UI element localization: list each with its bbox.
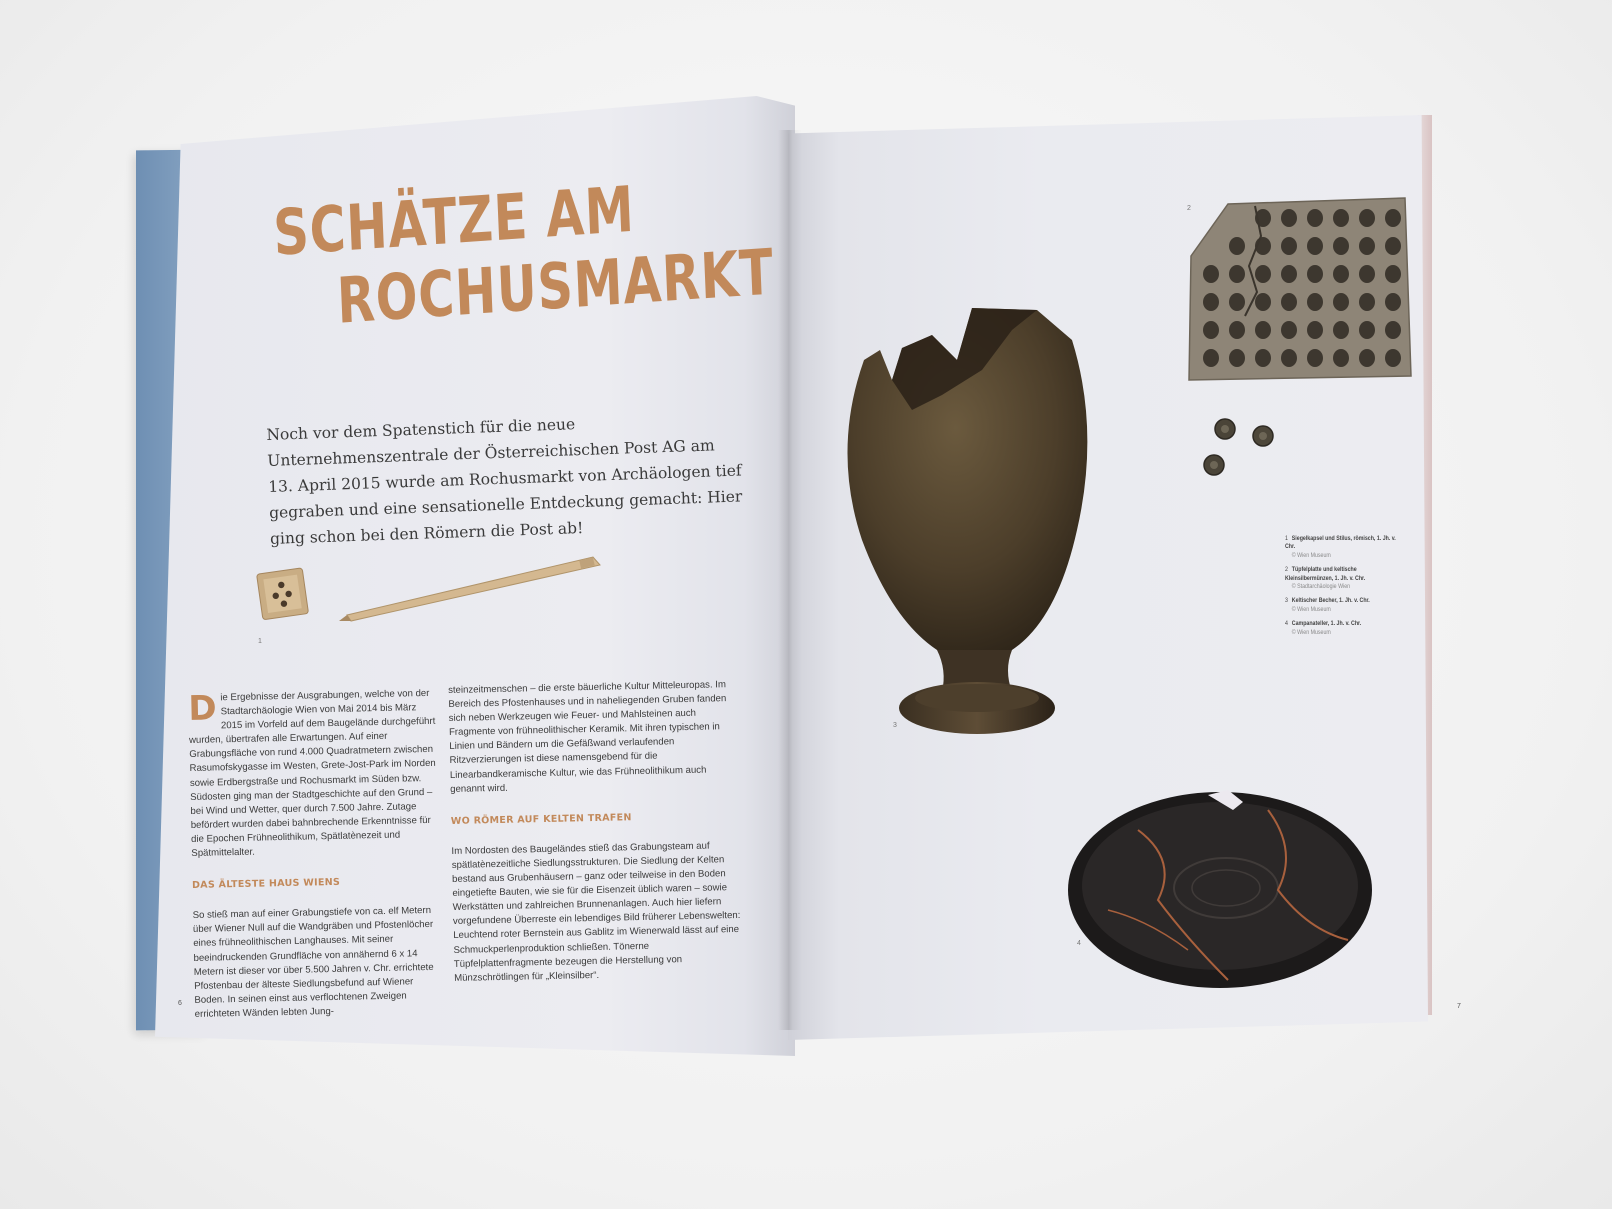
seal-capsule-and-stylus-image xyxy=(255,555,615,635)
figure-number-3: 3 xyxy=(893,722,897,729)
tuepfel-well xyxy=(1307,293,1323,311)
caption-text: Keltischer Becher, 1. Jh. v. Chr. xyxy=(1291,597,1370,605)
seal-capsule xyxy=(257,568,309,620)
caption-text: Campanateller, 1. Jh. v. Chr. xyxy=(1291,620,1362,628)
tuepfel-well xyxy=(1203,349,1219,367)
tuepfel-well xyxy=(1229,321,1245,339)
tuepfelplatte-image xyxy=(1183,196,1413,386)
tuepfel-well xyxy=(1385,349,1401,367)
figure-number-2: 2 xyxy=(1187,205,1191,212)
tuepfel-well xyxy=(1307,321,1323,339)
tuepfel-well xyxy=(1255,293,1271,311)
tuepfel-well xyxy=(1385,265,1401,283)
tuepfel-well xyxy=(1359,321,1375,339)
body-column-1 xyxy=(188,687,443,1022)
caption-text: Siegelkapsel und Stilus, römisch, 1. Jh. v. Chr. xyxy=(1285,535,1396,551)
caption-number: 1 xyxy=(1285,535,1288,542)
subhead-oldest-house: DAS ÄLTESTE HAUS WIENS xyxy=(191,876,341,892)
tuepfel-well xyxy=(1281,209,1297,227)
page-gutter xyxy=(778,130,802,1030)
caption-2 xyxy=(1285,566,1404,591)
tuepfel-well xyxy=(1255,349,1271,367)
caption-1 xyxy=(1285,535,1404,560)
lead-paragraph: Noch vor dem Spatenstich für die neue Unternehmenszentrale der Österreichischen Post AG am 13. April 2015 wurde am Rochusmarkt von Archäologen tief gegraben und eine sensationelle Entdeckung gemacht: Hier ging schon bei den Römern die Post ab! xyxy=(266,415,743,548)
tuepfel-well xyxy=(1229,265,1245,283)
tuepfel-well xyxy=(1203,293,1219,311)
body-paragraph-1: ie Ergebnisse der Ausgrabungen, welche von der Stadtarchäologie Wien von Mai 2014 bis März 2015 im Vorfeld auf dem Baugelände durchgeführt wurden, übertrafen alle Erwartungen. Auf einer Grabungsfläche von rund 4.000 Quadratmetern zwischen Rasumofskygasse im Westen, Grete-Jost-Park im Norden sowie Erdbergstraße und Rochusmarkt im Süden bzw. Südosten ging man der Stadtgeschichte auf den Grund – bei Wind und Wetter, quer durch 7.500 Jahre. Zutage befördert wurden dabei bahnbrechende Erkenntnisse für die Epochen Frühneolithikum, Spätlatènezeit und Spätmittelalter. xyxy=(188,687,436,859)
article-title xyxy=(271,172,776,342)
figure-number-1: 1 xyxy=(258,638,262,645)
tuepfel-well xyxy=(1385,293,1401,311)
tuepfel-well xyxy=(1281,321,1297,339)
celtic-cup-image xyxy=(832,300,1122,760)
caption-4 xyxy=(1285,620,1404,637)
tuepfel-well xyxy=(1333,209,1349,227)
tuepfel-well xyxy=(1359,265,1375,283)
tuepfel-well xyxy=(1359,293,1375,311)
tuepfel-well xyxy=(1333,321,1349,339)
tuepfel-well xyxy=(1359,209,1375,227)
caption-number: 4 xyxy=(1285,620,1288,628)
tuepfel-well xyxy=(1307,349,1323,367)
tuepfel-well xyxy=(1333,349,1349,367)
page-number-left: 6 xyxy=(178,1000,182,1007)
tuepfel-well xyxy=(1281,349,1297,367)
figure-captions xyxy=(1285,535,1404,643)
page-number-right: 7 xyxy=(1457,1003,1461,1010)
figure-number-4: 4 xyxy=(1077,940,1081,947)
campana-plate-image xyxy=(1068,790,1378,990)
tuepfel-well xyxy=(1281,265,1297,283)
tuepfel-well xyxy=(1255,321,1271,339)
tuepfel-well xyxy=(1229,293,1245,311)
body-paragraph-3: steinzeitmenschen – die erste bäuerliche Kultur Mitteleuropas. Im Bereich des Pfostenhauses und in naheliegenden Gruben fanden sich neben Werkzeugen wie Feuer- und Mahlsteinen auch Fragmente von frühneolithischer Keramik. Mit ihren typischen in Linien und Bändern um die Gefäßwand verlaufenden Ritzverzierungen ist diese namensgebend für die Linearbandkeramische Kultur, wie das Frühneolithikum auch genannt wird. xyxy=(448,679,727,795)
body-column-2 xyxy=(448,678,744,986)
title-line-1: SCHÄTZE AM xyxy=(271,172,636,270)
caption-number: 2 xyxy=(1285,566,1288,574)
tuepfel-well xyxy=(1281,293,1297,311)
title-line-2: ROCHUSMARKT xyxy=(335,235,776,338)
tuepfel-well xyxy=(1333,293,1349,311)
caption-credit: © Wien Museum xyxy=(1291,605,1331,613)
tuepfel-well xyxy=(1359,349,1375,367)
caption-credit: © Wien Museum xyxy=(1291,551,1331,559)
tuepfel-well xyxy=(1359,237,1375,255)
tuepfel-well xyxy=(1229,237,1245,255)
tuepfel-well xyxy=(1229,349,1245,367)
stylus xyxy=(339,557,600,621)
tuepfel-well xyxy=(1333,237,1349,255)
caption-credit: © Stadtarchäologie Wien xyxy=(1291,583,1351,591)
body-paragraph-2: So stieß man auf einer Grabungstiefe von ca. elf Metern über Wiener Null auf die Wandgräben und Pfostenlöcher eines frühneolithischen Langhauses. Mit seiner beeindruckenden Grundfläche von annähernd 6 x 14 Metern ist dieser vor über 5.500 Jahren v. Chr. errichtete Pfostenbau der älteste Siedlungsbefund auf Wiener Boden. In seinen einst aus verflochtenen Zweigen errichteten Wänden lebten Jung- xyxy=(192,905,434,1020)
tuepfel-well xyxy=(1307,265,1323,283)
tuepfel-well xyxy=(1281,237,1297,255)
tuepfel-well xyxy=(1385,209,1401,227)
body-paragraph-4: Im Nordosten des Baugeländes stieß das Grabungsteam auf spätlatènezeitliche Siedlungsstrukturen. Die Siedlung der Kelten bestand aus Grubenhäusern – ganz oder teilweise in den Boden eingetiefte Bauten, wie sie für die Eisenzeit üblich waren – sowie Werkstätten und zahlreichen Brunnenanlagen. Auch hier liefern vorgefundene Überreste ein lebendiges Bild früherer Lebenswelten: Leuchtend roter Bernstein aus Gablitz im Wienerwald lässt auf eine Schmuckperlenproduktion schließen. Tönerne Tüpfelplattenfragmente bezeugen die Herstellung von Münzschrötlingen für „Kleinsilber“. xyxy=(451,840,741,984)
tuepfel-well xyxy=(1307,237,1323,255)
celtic-coins-image xyxy=(1195,415,1285,485)
tuepfel-well xyxy=(1203,265,1219,283)
caption-number: 3 xyxy=(1285,597,1288,605)
tuepfel-well xyxy=(1307,209,1323,227)
caption-credit: © Wien Museum xyxy=(1291,628,1331,636)
tuepfel-well xyxy=(1203,321,1219,339)
subhead-romans-celts: WO RÖMER AUF KELTEN TRAFEN xyxy=(450,811,632,827)
caption-3 xyxy=(1285,597,1404,614)
tuepfel-well xyxy=(1385,237,1401,255)
tuepfel-well xyxy=(1333,265,1349,283)
drop-cap: D xyxy=(187,688,218,729)
tuepfel-well xyxy=(1255,265,1271,283)
caption-text: Tüpfelplatte und keltische Kleinsilbermünzen, 1. Jh. v. Chr. xyxy=(1285,566,1366,582)
tuepfel-well xyxy=(1385,321,1401,339)
